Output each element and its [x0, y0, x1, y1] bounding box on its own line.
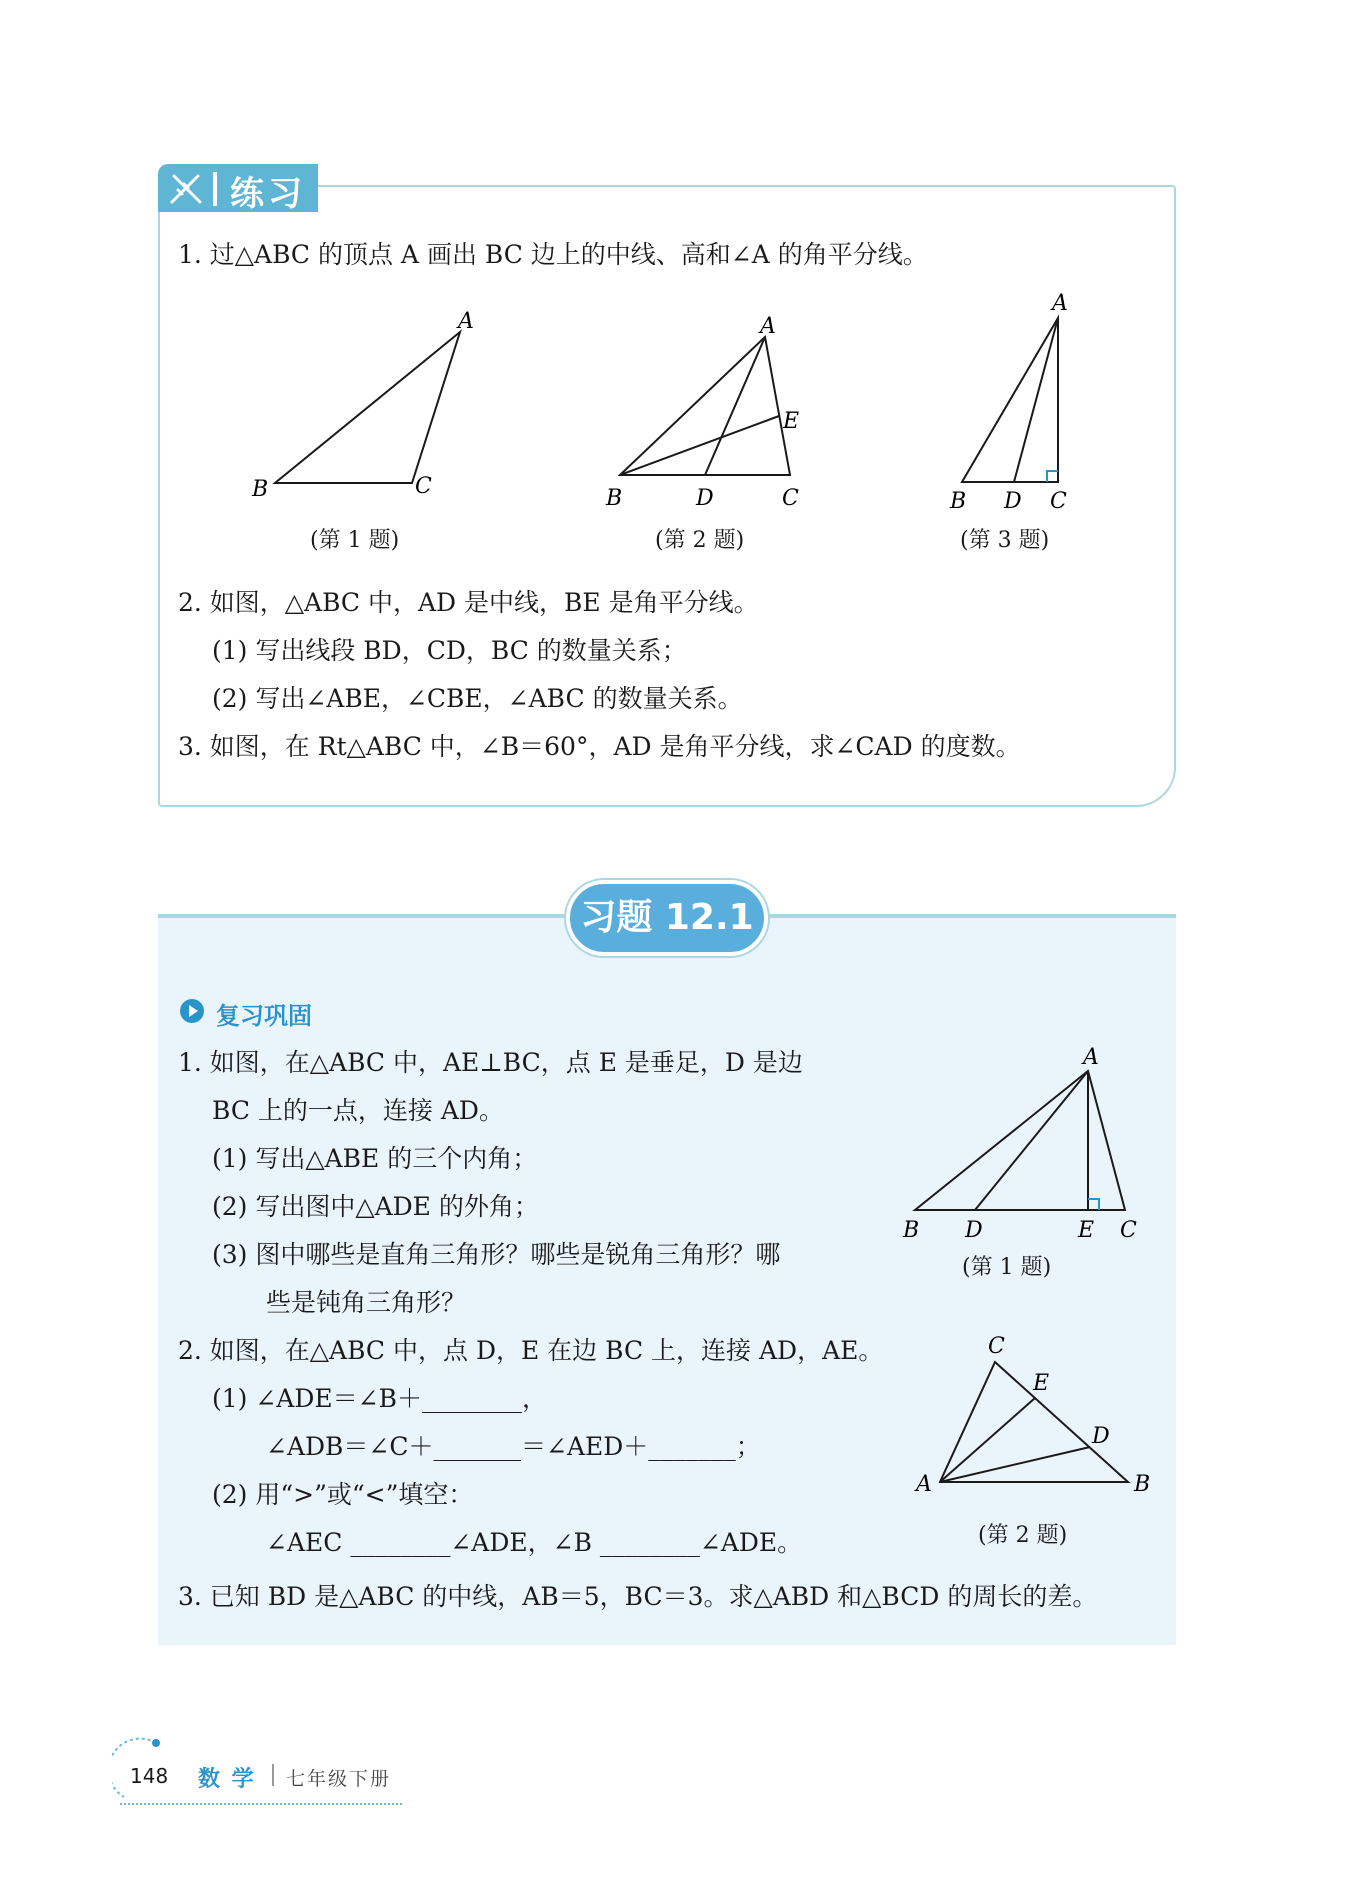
- triangle-abc: [915, 1071, 1125, 1210]
- practice-question-1: 1. 过△ABC 的顶点 A 画出 BC 边上的中线、高和∠A 的角平分线。: [178, 240, 928, 269]
- footer-subject: 数 学: [198, 1767, 256, 1792]
- label-d: D: [965, 1218, 983, 1240]
- segment-ad: [975, 1071, 1088, 1210]
- figure-3-caption: (第 3 题): [960, 528, 1050, 553]
- segment-ae: [940, 1398, 1035, 1482]
- triangle-abc: [620, 337, 790, 475]
- exercise-question-1-part-3: (3) 图中哪些是直角三角形？哪些是锐角三角形？哪: [212, 1240, 781, 1269]
- label-e: E: [783, 409, 800, 434]
- exercise-title: 习题 12.1: [580, 897, 754, 938]
- footer-book: 七年级下册: [286, 1768, 392, 1790]
- figure-1-caption: (第 1 题): [310, 528, 400, 553]
- tab-separator: [213, 172, 217, 206]
- label-b: B: [903, 1218, 920, 1240]
- exercise-question-1-part-2: (2) 写出图中△ADE 的外角；: [212, 1192, 539, 1221]
- exercise-question-1-part-3-cont: 些是钝角三角形？: [266, 1288, 467, 1317]
- label-c: C: [782, 486, 799, 511]
- label-c: C: [415, 474, 432, 499]
- segment-ad: [1014, 318, 1058, 482]
- label-d: D: [696, 486, 714, 511]
- practice-figure-1: [240, 300, 490, 500]
- section-heading: 复习巩固: [216, 1002, 312, 1030]
- label-b: B: [606, 486, 623, 511]
- label-a: A: [1052, 291, 1068, 316]
- right-angle-mark: [1088, 1199, 1099, 1210]
- footer-divider: [272, 1764, 274, 1786]
- label-a: A: [458, 309, 474, 334]
- label-d: D: [1092, 1424, 1110, 1449]
- label-e: E: [1033, 1371, 1050, 1396]
- page-number: 148: [130, 1764, 169, 1788]
- exercise-question-1-line-1: 1. 如图，在△ABC 中，AE⊥BC，点 E 是垂足，D 是边: [178, 1048, 803, 1077]
- exercise-figure-1-caption: (第 1 题): [962, 1255, 1052, 1280]
- exercise-question-2: 2. 如图，在△ABC 中，点 D，E 在边 BC 上，连接 AD，AE。: [178, 1336, 884, 1365]
- exercise-question-2-part-1: (1) ∠ADE＝∠B＋________，: [212, 1384, 547, 1413]
- practice-question-2-part-1: (1) 写出线段 BD，CD，BC 的数量关系；: [212, 636, 687, 665]
- exercise-question-3: 3. 已知 BD 是△ABC 的中线，AB＝5，BC＝3。求△ABD 和△BCD 的周长的差。: [178, 1582, 1098, 1611]
- practice-question-2: 2. 如图，△ABC 中，AD 是中线，BE 是角平分线。: [178, 588, 759, 617]
- label-d: D: [1004, 489, 1022, 510]
- exercise-question-2-part-1-cont: ∠ADB＝∠C＋_______＝∠AED＋_______；: [266, 1432, 761, 1461]
- exercise-question-2-part-2: (2) 用“>”或“<”填空：: [212, 1480, 474, 1509]
- label-b: B: [252, 477, 269, 500]
- exercise-figure-2: [910, 1335, 1160, 1505]
- exercise-figure-2-caption: (第 2 题): [978, 1523, 1068, 1548]
- right-angle-mark: [1047, 471, 1058, 482]
- practice-question-3: 3. 如图，在 Rt△ABC 中，∠B＝60°，AD 是角平分线，求∠CAD 的度数。: [178, 732, 1021, 761]
- label-c: C: [1120, 1218, 1137, 1240]
- practice-title: 练习: [230, 174, 306, 214]
- label-b: B: [950, 489, 967, 510]
- label-c: C: [1050, 489, 1067, 510]
- practice-figure-3: [940, 280, 1090, 510]
- exercise-title-badge: [566, 880, 768, 956]
- label-c: C: [988, 1335, 1005, 1359]
- segment-be: [620, 416, 779, 475]
- exercise-figure-1: [895, 1040, 1145, 1240]
- label-a: A: [1083, 1045, 1099, 1070]
- triangle-abc: [962, 318, 1058, 482]
- label-a: A: [760, 315, 776, 339]
- label-b: B: [1134, 1472, 1151, 1497]
- figure-2-caption: (第 2 题): [655, 528, 745, 553]
- segment-ad: [705, 337, 765, 475]
- exercise-question-2-part-2-cont: ∠AEC ________∠ADE，∠B ________∠ADE。: [266, 1528, 803, 1557]
- play-circle-icon: [178, 997, 206, 1025]
- pencil-ruler-icon: [166, 168, 206, 208]
- practice-figure-2: [600, 315, 830, 515]
- exercise-question-1-line-2: BC 上的一点，连接 AD。: [212, 1096, 504, 1125]
- label-e: E: [1078, 1218, 1095, 1240]
- exercise-question-1-part-1: (1) 写出△ABE 的三个内角；: [212, 1144, 538, 1173]
- segment-ad: [940, 1447, 1090, 1482]
- label-a: A: [916, 1472, 932, 1497]
- practice-question-2-part-2: (2) 写出∠ABE，∠CBE，∠ABC 的数量关系。: [212, 684, 743, 713]
- triangle-abc: [275, 332, 460, 483]
- footer-rule: [120, 1803, 402, 1805]
